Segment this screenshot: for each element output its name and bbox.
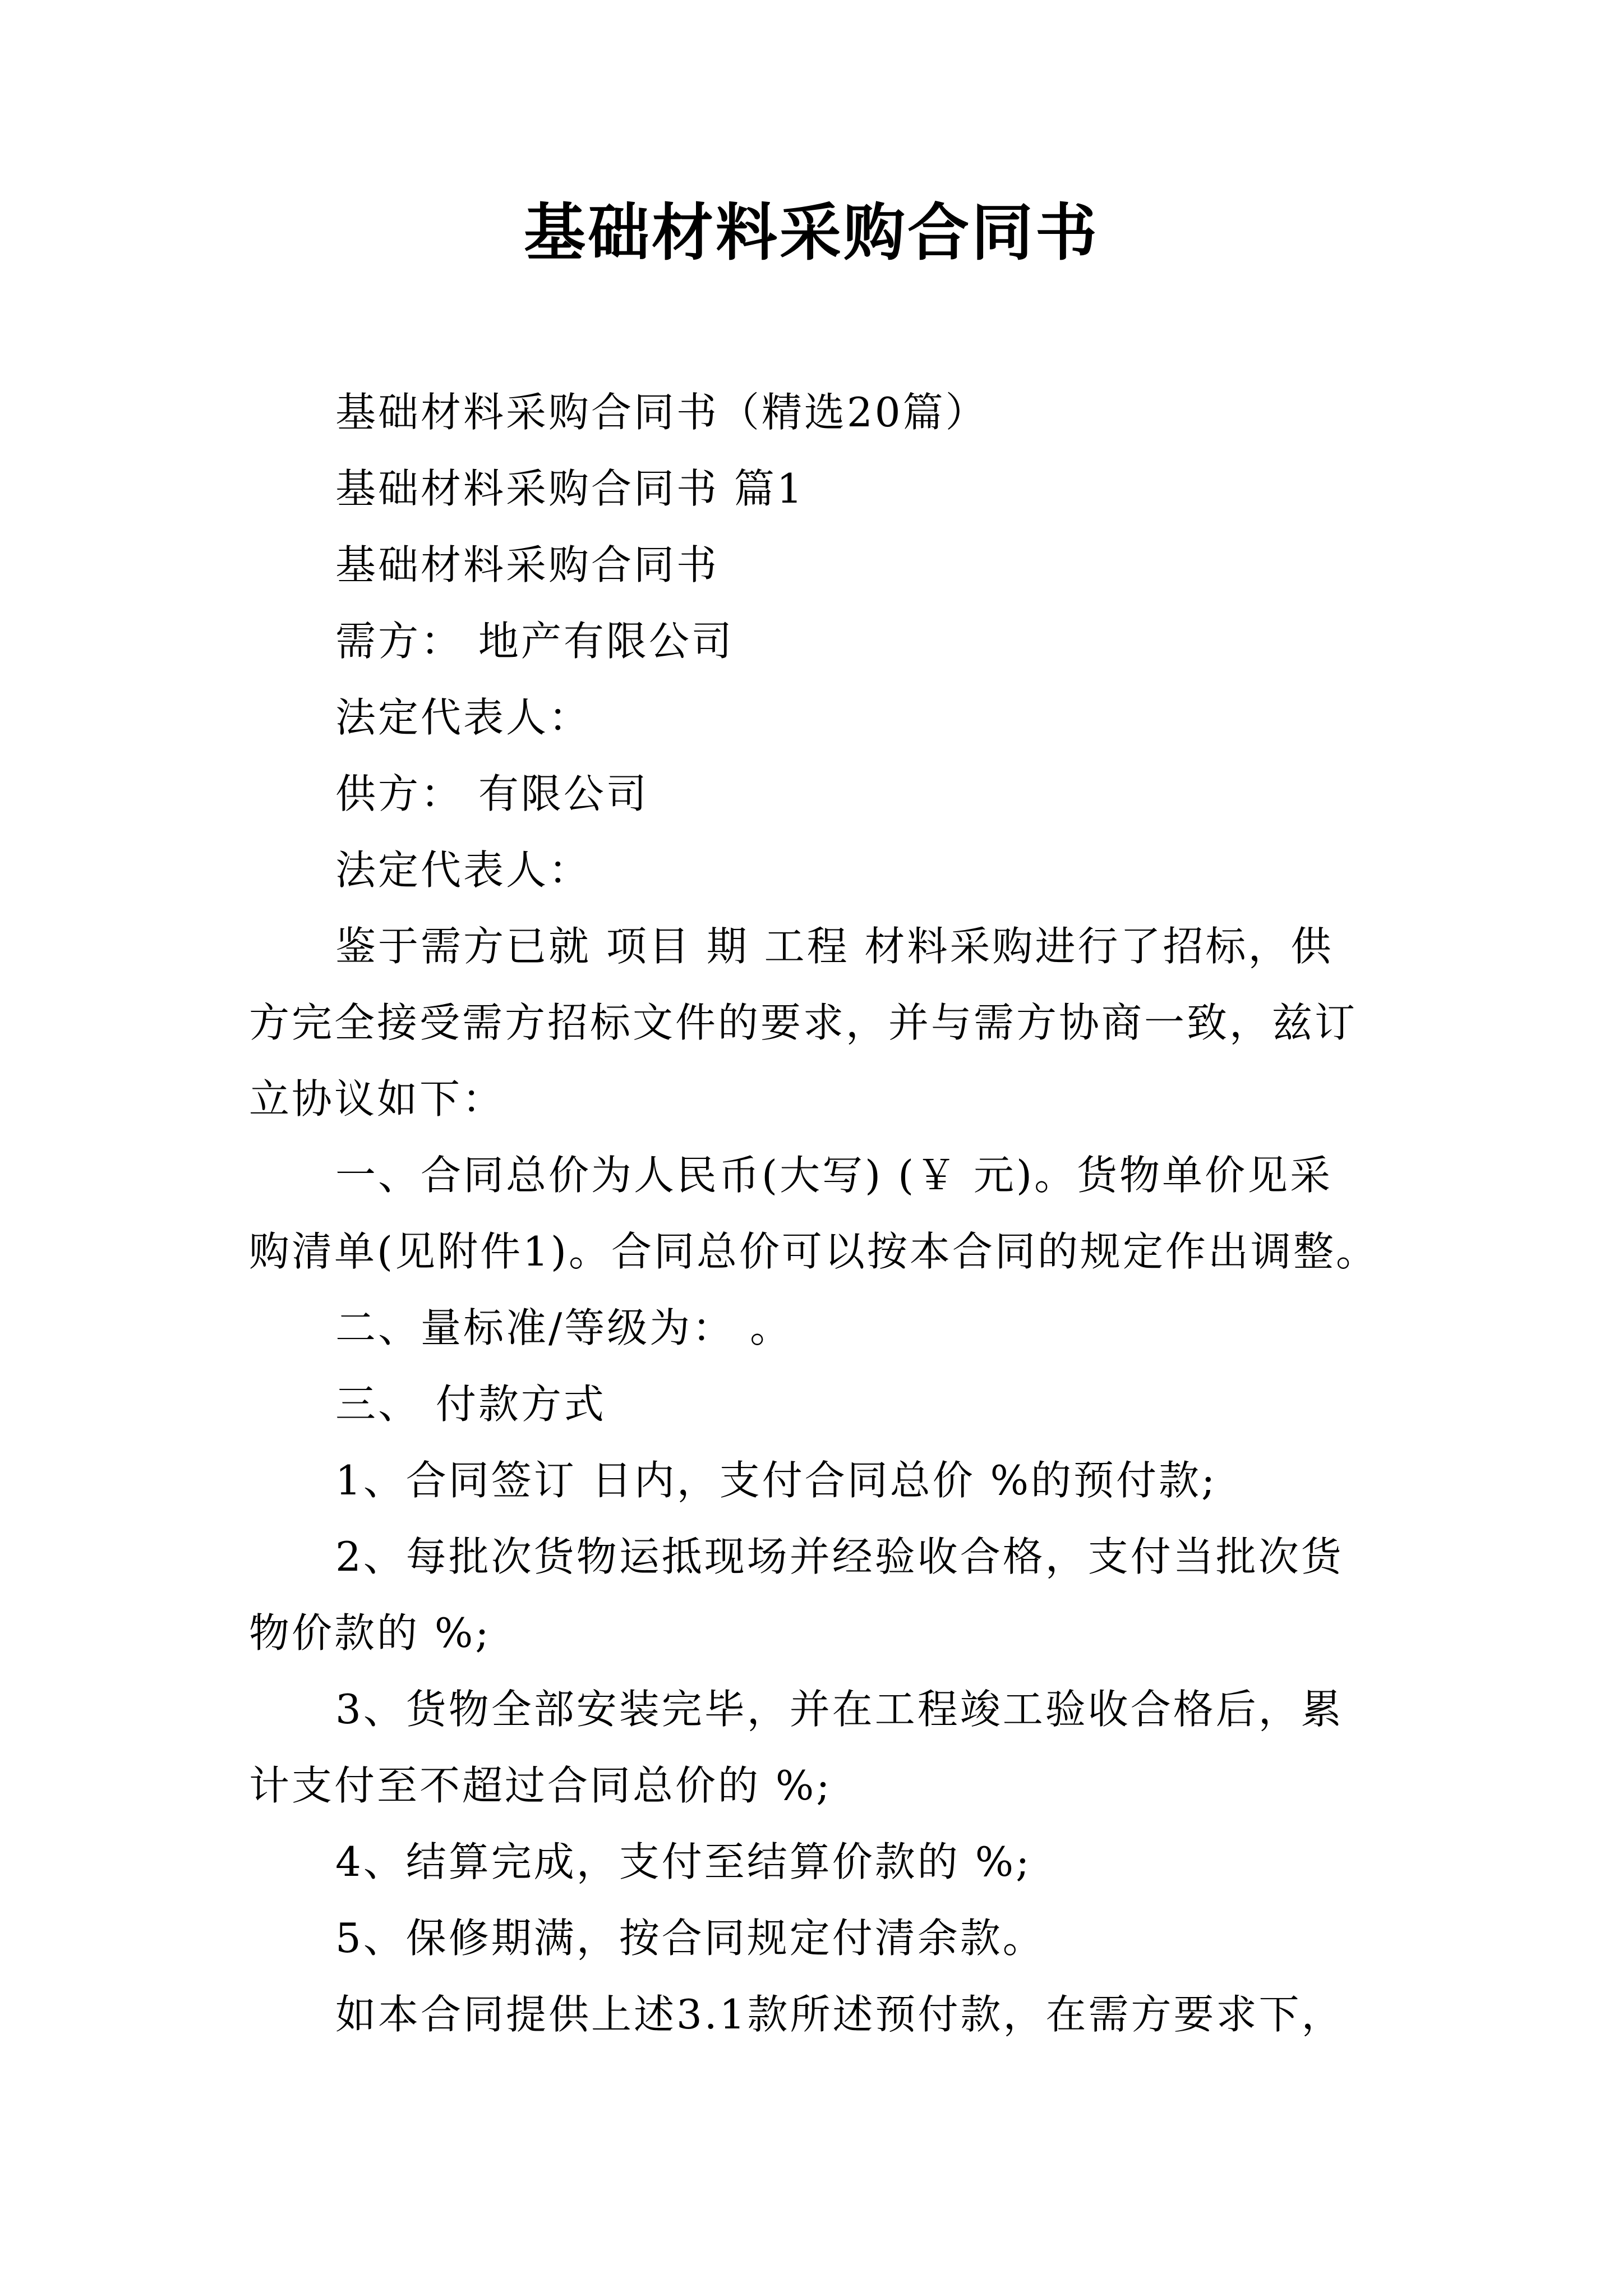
- paragraph-line: 购清单(见附件1)。合同总价可以按本合同的规定作出调整。: [249, 1228, 1378, 1275]
- paragraph-line: 二、量标准/等级为： 。: [335, 1304, 793, 1351]
- paragraph-line: 一、合同总价为人民币(大写) (￥ 元)。货物单价见采: [335, 1152, 1333, 1199]
- paragraph-line: 2、每批次货物运抵现场并经验收合格，支付当批次货: [335, 1533, 1344, 1580]
- paragraph-line: 3、货物全部安装完毕，并在工程竣工验收合格后，累: [335, 1686, 1344, 1733]
- paragraph-line: 方完全接受需方招标文件的要求，并与需方协商一致，兹订: [249, 999, 1358, 1046]
- supplier-line: 供方： 有限公司: [335, 770, 649, 817]
- paragraph-line: 立协议如下：: [249, 1075, 505, 1122]
- subtitle-line: 基础材料采购合同书（精选20篇）: [335, 389, 988, 436]
- paragraph-line: 鉴于需方已就 项目 期 工程 材料采购进行了招标，供: [335, 923, 1334, 970]
- paragraph-line: 4、结算完成，支付至结算价款的 %;: [335, 1838, 1032, 1885]
- paragraph-line: 1、合同签订 日内，支付合同总价 %的预付款;: [335, 1457, 1218, 1504]
- paragraph-line: 如本合同提供上述3.1款所述预付款，在需方要求下，: [335, 1991, 1344, 2038]
- paragraph-line: 计支付至不超过合同总价的 %;: [249, 1762, 832, 1809]
- contract-name-line: 基础材料采购合同书: [335, 541, 720, 588]
- supplier-representative-line: 法定代表人：: [335, 846, 592, 894]
- document-title: 基础材料采购合同书: [524, 196, 1099, 269]
- buyer-representative-line: 法定代表人：: [335, 694, 592, 741]
- section-heading: 基础材料采购合同书 篇1: [335, 465, 805, 512]
- paragraph-line: 物价款的 %;: [249, 1609, 491, 1657]
- paragraph-line: 5、保修期满，按合同规定付清余款。: [335, 1915, 1045, 1962]
- paragraph-line: 三、 付款方式: [335, 1381, 606, 1428]
- buyer-line: 需方： 地产有限公司: [335, 618, 734, 665]
